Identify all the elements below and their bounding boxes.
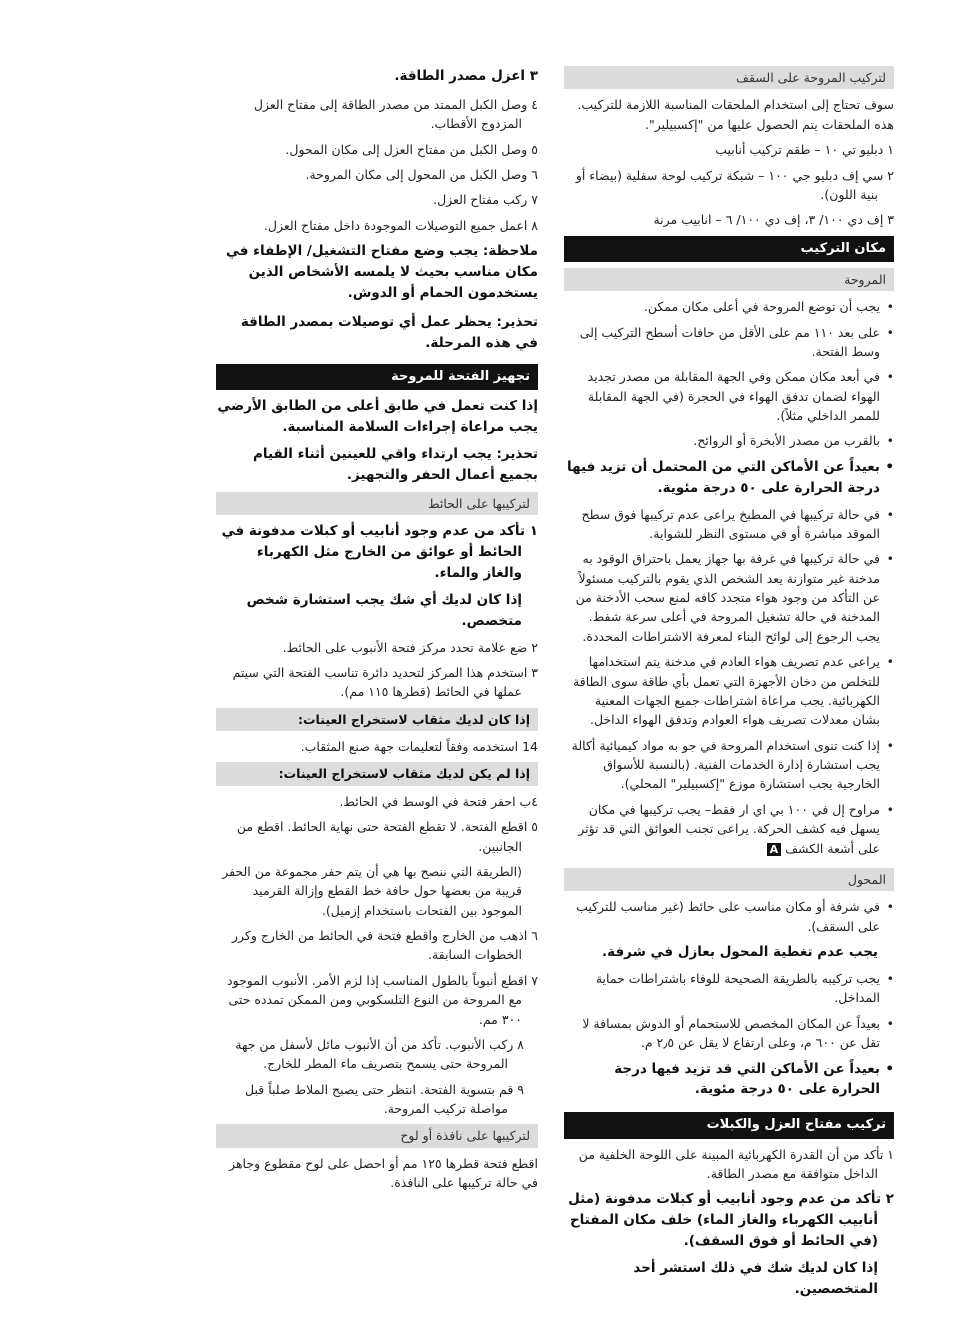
warning-no-connections: تحذير: يحظر عمل أي توصيلات بمصدر الطاقة في هذه المرحلة. [240,313,538,351]
corer-yes-item: 14 استخدمه وفقاً لتعليمات جهة صنع المثقاب. [300,739,538,755]
switch-note: إذا كان لديك شك في ذلك استشر أحد المتخصصين. [633,1260,878,1297]
subsection-header-transformer: المحول [564,868,894,891]
section-header-switch: تركيب مفتاح العزل والكبلات [564,1112,894,1138]
section-header-prepare-opening: تجهيز الفتحة للمروحة [216,364,538,390]
step-item: ٧ ركب مفتاح العزل. [433,192,538,208]
fan-bullet: • في حالة تركيبها في المطبخ يراعى عدم تركيبها فوق سطح الموقد مباشرة أو في مستوى النظر للشواية. [564,505,894,544]
subsection-header-corer-yes: إذا كان لديك مثقاب لاستخراج العينات: [216,708,538,731]
pir-text: مراوح إل في ١٠٠ بي اي ار فقط– يجب تركيبها في مكان يسهل فيه كشف الحركة. يراعى تجنب العوائق التي قد تؤثر على أشعة الكشف [578,801,880,856]
wall-item: ٢ ضع علامة تحدد مركز فتحة الأنبوب على الحائط. [282,639,538,655]
subsection-header-wall: لتركيبها على الحائط [216,492,538,515]
corer-no-item: ٦ اذهب من الخارج واقطع فتحة في الحائط من الخارج وكرر الخطوات السابقة. [231,928,538,963]
note-switch-placement: ملاحظة: يجب وضع مفتاح التشغيل/ الإطفاء في مكان مناسب بحيث لا يلمسه الأشخاص الذين يستخدمون الحمام أو الدوش. [225,243,538,302]
subsection-header-window: لتركيبها على نافذة أو لوح [216,1124,538,1147]
subsection-header-fan: المروحة [564,268,894,291]
prep-safety-note: إذا كنت تعمل في طابق أعلى من الطابق الأرضي يجب مراعاة إجراءات السلامة المناسبة. [217,397,538,435]
transformer-bullet: • بعيداً عن المكان المخصص للاستحمام أو الدوش بمسافة لا تقل عن ٦٠٠ م، وعلى ارتفاع لا يقل عن ٢٫٥ م. [564,1014,894,1053]
fan-bullet: • في أبعد مكان ممكن وفي الجهة المقابلة من مصدر تجديد الهواء لضمان تدفق الهواء في الحجرة (في الجهة المقابلة للممر الداخلي مثلاً). [564,367,894,425]
subsection-header-corer-no: إذا لم يكن لديك مثقاب لاستخراج العينات: [216,762,538,785]
wall-item-1-note: إذا كان لديك أي شك يجب استشارة شخص متخصص. [246,591,522,629]
switch-item-1: ١ تأكد من أن القدرة الكهربائية المبينة على اللوحة الخلفية من الداخل متوافقة مع مصدر الطاقة. [578,1146,894,1181]
wall-item: ٣ استخدم هذا المركز لتحديد دائرة تناسب الفتحة التي سيتم عملها في الحائط (قطرها ١١٥ مم). [232,664,538,700]
step-item: ٥ وصل الكبل من مفتاح العزل إلى مكان المحول. [285,141,538,157]
right-column [564,66,894,1306]
fan-bullet: • يراعى عدم تصريف هواء العادم في مدخنة يتم استخدامها للتخلص من دخان الأجهزة التي تعمل بأي طاقة سوى الطاقة الكهربائية. يجب مراعاة اشتراطات جميع الجهات المعنية بشان معدلات تصريف هواء العوادم وتدفق الهواء الداخل. [564,652,894,730]
switch-item-2: ٢ تأكد من عدم وجود أنابيب أو كبلات مدفونة (مثل أنابيب الكهرباء والغاز الماء) خلف مكان المفتاح (في الحائط أو فوق السقف). [568,1191,894,1250]
fan-bullet-temperature: • بعيداً عن الأماكن التي من المحتمل أن تزيد فيها درجة الحرارة على ٥٠ درجة مئوية. [564,457,894,499]
figure-reference-tag: A [767,843,782,856]
step-item: ٦ وصل الكبل من المحول إلى مكان المروحة. [305,167,538,183]
fan-bullet: • يجب أن توضع المروحة في أعلى مكان ممكن. [564,297,894,316]
ceiling-item-3: ٣ إف دي ١٠٠/ ٣، إف دي ١٠٠/ ٦ – انابيب مرنة [653,212,894,228]
window-instruction: اقطع فتحة قطرها ١٢٥ مم أو احصل على لوح مقطوع وجاهز في حالة تركيبها على النافذة. [229,1155,538,1191]
corer-no-item: ٨ ركب الأنبوب. تأكد من أن الأنبوب مائل لأسفل من جهة المروحة حتى يسمح بتصريف ماء المطر للخارج. [235,1036,524,1072]
section-header-ceiling: لتركيب المروحة على السقف [564,66,894,89]
transformer-bullet: • يجب تركيبه بالطريقة الصحيحة للوفاء باشتراطات حماية المداخل. [564,969,894,1008]
ceiling-item-1: ١ دبليو تي ١٠ – طقم تركيب أنابيب [715,142,894,158]
fan-bullet-pir [564,800,894,858]
section-header-location: مكان التركيب [564,236,894,262]
fan-bullet: • على بعد ١١٠ مم على الأقل من حافات أسطح التركيب إلى وسط الفتحة. [564,323,894,362]
fan-bullet: • بالقرب من مصدر الأبخرة أو الروائح. [564,431,894,450]
ceiling-intro: سوف تحتاج إلى استخدام الملحقات المناسبة اللازمة للتركيب. هذه الملحقات يتم الحصول عليها من "إكسبيلير". [577,97,894,132]
transformer-warning: يجب عدم تغطية المحول بعازل في شرفة. [602,944,878,961]
step-item: ٤ وصل الكبل الممتد من مصدر الطاقة إلى مفتاح العزل المزدوج الأقطاب. [253,96,538,132]
fan-bullet: • إذا كنت تنوى استخدام المروحة في جو به مواد كيميائية أكالة يجب استشارة إدارة الخدمات الفنية. (بالنسبة للأسواق الخارجية يجب استشارة موزع "إكسبيلير" المحلي). [564,736,894,794]
corer-no-method-note: (الطريقة التي ننصح بها هي أن يتم حفر مجموعة من الحفر قريبة من بعضها حول حافة خط القطع وإزالة القرميد الموجود بين الفتحات باستخدام إزميل). [222,863,522,918]
ceiling-item-2: ٢ سي إف دبليو جي ١٠٠ – شبكة تركيب لوحة سفلية (بيضاء أو بنية اللون). [575,167,894,202]
corer-no-item: ٤ب احفر فتحة في الوسط في الحائط. [339,793,538,809]
wall-item-1: ١ تأكد من عدم وجود أنابيب أو كبلات مدفونة في الحائط أو عوائق من الخارج مثل الكهرباء والغاز والماء. [221,522,538,581]
transformer-bullet: • في شرفة أو مكان مناسب على حائط (غير مناسب للتركيب على السقف). [564,897,894,936]
corer-no-item: ٧ اقطع أنبوباً بالطول المناسب إذا لزم الأمر. الأنبوب الموجود مع المروحة من النوع التلسكوبي ومن الممكن تمدده حتى ٣٠٠ مم. [227,972,538,1027]
corer-no-item: ٩ قم بتسوية الفتحة. انتظر حتى يصبح الملاط صلباً قبل مواصلة تركيب المروحة. [245,1081,524,1117]
step-item: ٨ اعمل جميع التوصيلات الموجودة داخل مفتاح العزل. [263,217,538,233]
corer-no-item: ٥ اقطع الفتحة. لا تقطع الفتحة حتى نهاية الحائط. اقطع من الجانبين. [236,819,538,854]
step-3: ٣ اعزل مصدر الطاقة. [394,68,538,84]
prep-eye-warning: تحذير: يجب ارتداء واقي للعينين أثناء القيام بجميع أعمال الحفر والتجهيز. [252,445,538,483]
transformer-bullet-temperature: • بعيداً عن الأماكن التي قد تزيد فيها درجة الحرارة على ٥٠ درجة مئوية. [564,1059,894,1101]
left-column [216,66,538,1199]
fan-bullet: • في حالة تركيبها في غرفة بها جهاز يعمل باحتراق الوقود به مدخنة غير متوازنة يعد الشخص الذي يقوم بالتركيب مسئولاً عن التأكد من وجود هواء متجدد كافه لمنع سحب الأدخنة من المدخنة في حالة تشغيل المروحة في أعلى سرعة شفط. يجب الرجوع إلى لوائح البناء لمعرفة الاشتراطات المحددة. [564,549,894,646]
